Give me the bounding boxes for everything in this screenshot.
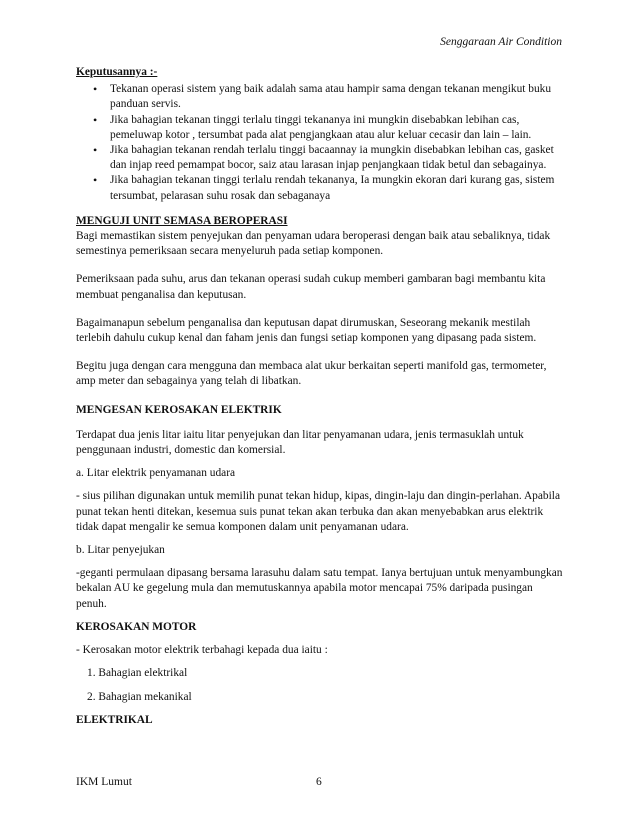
- subheading: b. Litar penyejukan: [76, 544, 165, 557]
- paragraph: - Kerosakan motor elektrik terbahagi kepada dua iaitu :: [76, 644, 328, 657]
- page-number: 6: [316, 776, 322, 788]
- page-content: [76, 65, 566, 728]
- list-item: • Jika bahagian tekanan tinggi terlalu tinggi tekananya ini mungkin disebabkan lebihan cas, pemeluwap kotor , tersumbat pada alat pengjangkaan atau alur keluar cecasir dan lain – lain.: [76, 113, 566, 143]
- list-item: • Tekanan operasi sistem yang baik adalah sama atau hampir sama dengan tekanan mengikut buku panduan servis.: [76, 82, 566, 112]
- paragraph: -geganti permulaan dipasang bersama larasuhu dalam satu tempat. Ianya bertujuan untuk menyambungkan bekalan AU ke gegelung mula dan memutuskannya apabila motor mencapai 75% daripada pusingan penuh.: [76, 567, 563, 610]
- menguji-heading: MENGUJI UNIT SEMASA BEROPERASI: [76, 214, 288, 227]
- paragraph: Bagaimanapun sebelum penganalisa dan keputusan dapat dirumuskan, Seseorang mekanik mestilah terlebih dahulu cukup kenal dan faham jenis dan fungsi setiap komponen yang dipasang pada sistem.: [76, 316, 537, 345]
- paragraph: Bagi memastikan sistem penyejukan dan penyaman udara beroperasi dengan baik atau sebaliknya, tidak semestinya pemeriksaan secara menyeluruh pada setiap komponen.: [76, 230, 551, 258]
- paragraph: - sius pilihan digunakan untuk memilih punat tekan hidup, kipas, dingin-laju dan dingin-perlahan. Apabila punat tekan henti ditekan, kesemua suis punat tekan akan terbuka dan akan menyebabkan arus elektrik tidak dapat mengalir ke semua komponen dalam unit penyamanan udara.: [76, 490, 561, 533]
- keputusan-list: [76, 82, 566, 204]
- mengesan-heading: MENGESAN KEROSAKAN ELEKTRIK: [76, 403, 282, 416]
- running-header: Senggaraan Air Condition: [440, 36, 562, 48]
- keputusan-heading: Keputusannya :-: [76, 66, 158, 78]
- list-item: • Jika bahagian tekanan tinggi terlalu rendah tekananya, Ia mungkin ekoran dari kurang gas, sistem tersumbat, pelarasan suhu rosak dan sebaganaya: [76, 173, 566, 203]
- paragraph: Pemeriksaan pada suhu, arus dan tekanan operasi sudah cukup memberi gambaran bagi membantu kita membuat penganalisa dan keputusan.: [76, 273, 546, 301]
- list-item: 1. Bahagian elektrikal: [87, 667, 188, 680]
- paragraph: Terdapat dua jenis litar iaitu litar penyejukan dan litar penyamanan udara, jenis termasuklah untuk penggunaan industri, domestic dan komersial.: [76, 428, 524, 457]
- footer-institution: IKM Lumut: [76, 776, 132, 788]
- subheading: a. Litar elektrik penyamanan udara: [76, 467, 236, 480]
- elektrikal-heading: ELEKTRIKAL: [76, 713, 153, 726]
- motor-heading: KEROSAKAN MOTOR: [76, 620, 197, 633]
- motor-list: [76, 666, 566, 704]
- paragraph: Begitu juga dengan cara mengguna dan membaca alat ukur berkaitan seperti manifold gas, termometer, amp meter dan sebagainya yang telah di libatkan.: [76, 360, 547, 388]
- list-item: • Jika bahagian tekanan rendah terlalu tinggi bacaannay ia mungkin disebabkan lebihan cas, gasket dan injap reed pemampat bocor, saiz atau larasan injap penjangkaan tidak betul dan sebagainya.: [76, 143, 566, 173]
- list-item: 2. Bahagian mekanikal: [87, 690, 192, 703]
